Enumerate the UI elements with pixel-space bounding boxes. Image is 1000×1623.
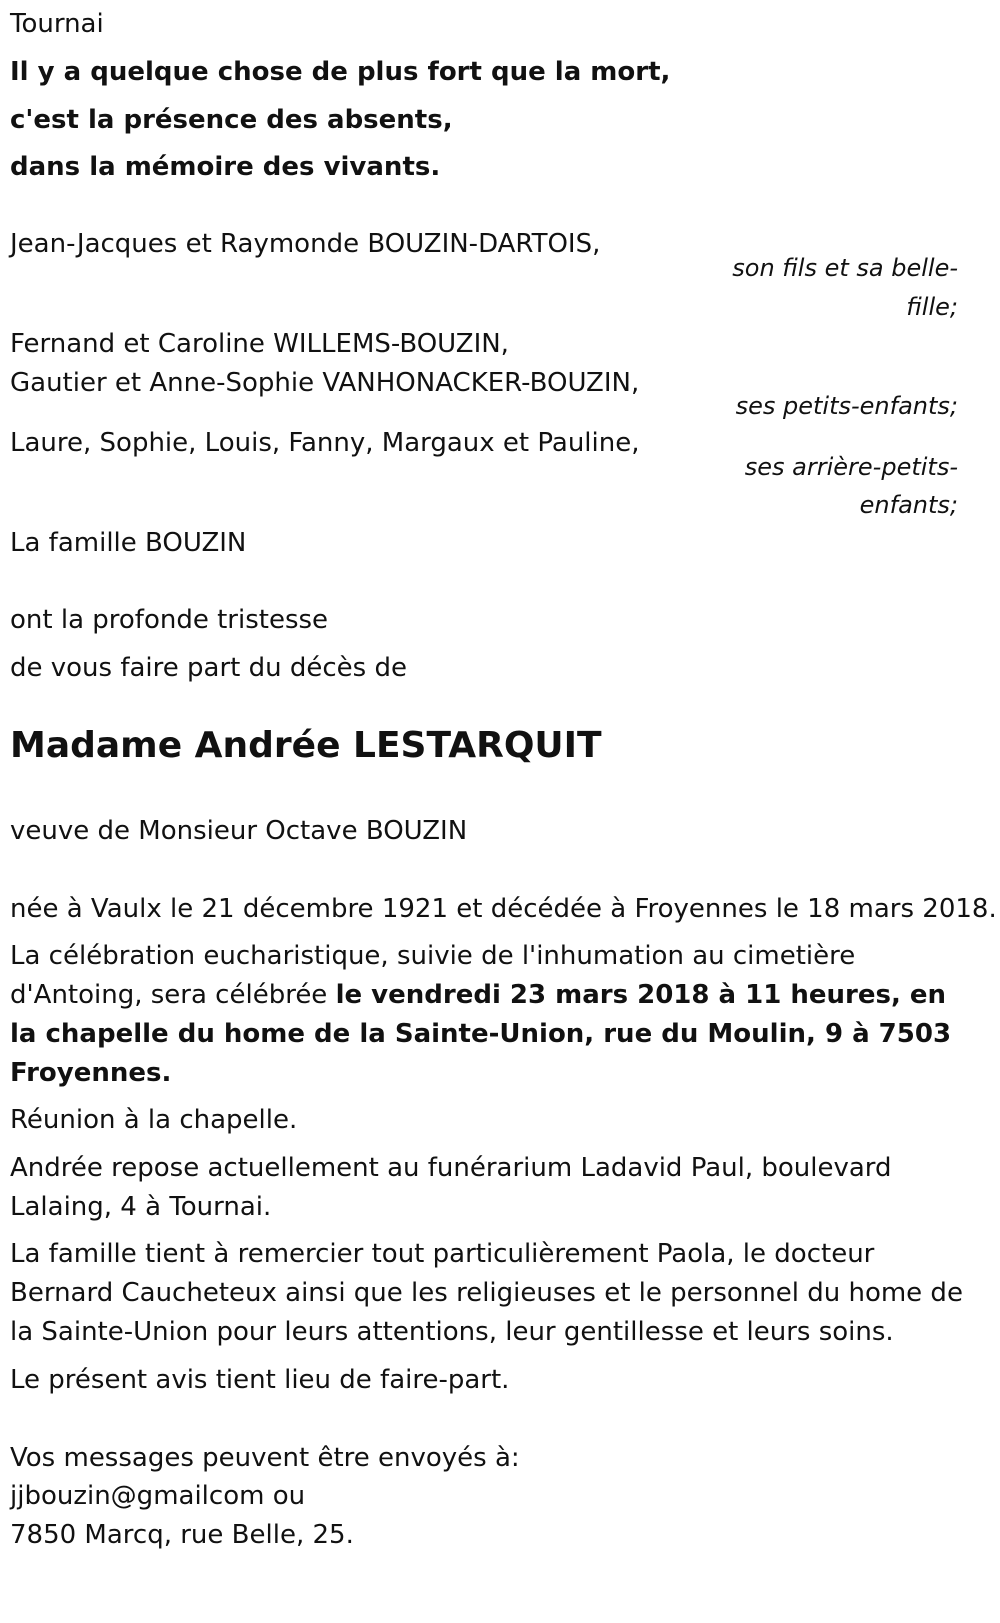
quote-line-2: c'est la présence des absents, [10, 105, 453, 135]
birth-death: née à Vaulx le 21 décembre 1921 et décédée à Froyennes le 18 mars 2018. [10, 894, 997, 924]
son-names: Jean-Jacques et Raymonde BOUZIN-DARTOIS, [10, 229, 601, 259]
funerarium-paragraph: Andrée repose actuellement au funérarium Ladavid Paul, boulevard Lalaing, 4 à Tournai. [10, 1153, 892, 1222]
notice-line: Le présent avis tient lieu de faire-part. [10, 1365, 510, 1395]
contact-email: jjbouzin@gmailcom ou [10, 1481, 306, 1511]
city-label: Tournai [10, 9, 104, 39]
contact-address: 7850 Marcq, rue Belle, 25. [10, 1520, 354, 1550]
quote-line-3: dans la mémoire des vivants. [10, 152, 441, 182]
quote-line-1: Il y a quelque chose de plus fort que la mort, [10, 57, 671, 87]
great-grandchildren: Laure, Sophie, Louis, Fanny, Margaux et Pauline, [10, 428, 640, 458]
great-relation-line-2: enfants; [859, 491, 958, 519]
thanks-paragraph: La famille tient à remercier tout particulièrement Paola, le docteur Bernard Caucheteux ainsi que les religieuses et le personnel du home de la Sainte-Union pour leurs attentions, leur gentillesse et leurs soins. [10, 1239, 963, 1347]
grandchildren-relation: ses petits-enfants; [735, 392, 958, 420]
grandchildren-line-2: Gautier et Anne-Sophie VANHONACKER-BOUZIN, [10, 368, 640, 398]
ceremony-date-place: le vendredi 23 mars 2018 à 11 heures, en la chapelle du home de la Sainte-Union, rue du Moulin, 9 à 7503 Froyennes. [10, 980, 952, 1088]
contact-line: Vos messages peuvent être envoyés à: [10, 1443, 520, 1473]
ceremony-paragraph [10, 937, 970, 1093]
son-relation-line-2: fille; [906, 293, 958, 321]
widow-of: veuve de Monsieur Octave BOUZIN [10, 816, 468, 846]
announcement-line-1: ont la profonde tristesse [10, 605, 329, 635]
reunion-note: Réunion à la chapelle. [10, 1105, 298, 1135]
announcement-line-2: de vous faire part du décès de [10, 653, 407, 683]
family-name: La famille BOUZIN [10, 528, 247, 558]
deceased-name: Madame Andrée LESTARQUIT [10, 725, 602, 766]
grandchildren-line-1: Fernand et Caroline WILLEMS-BOUZIN, [10, 329, 509, 359]
ceremony-text: La célébration eucharistique, suivie de l'inhumation au cimetière d'Antoing, sera célébrée [10, 941, 856, 1010]
great-relation-line-1: ses arrière-petits- [744, 453, 958, 481]
son-relation-line-1: son fils et sa belle- [732, 254, 958, 282]
